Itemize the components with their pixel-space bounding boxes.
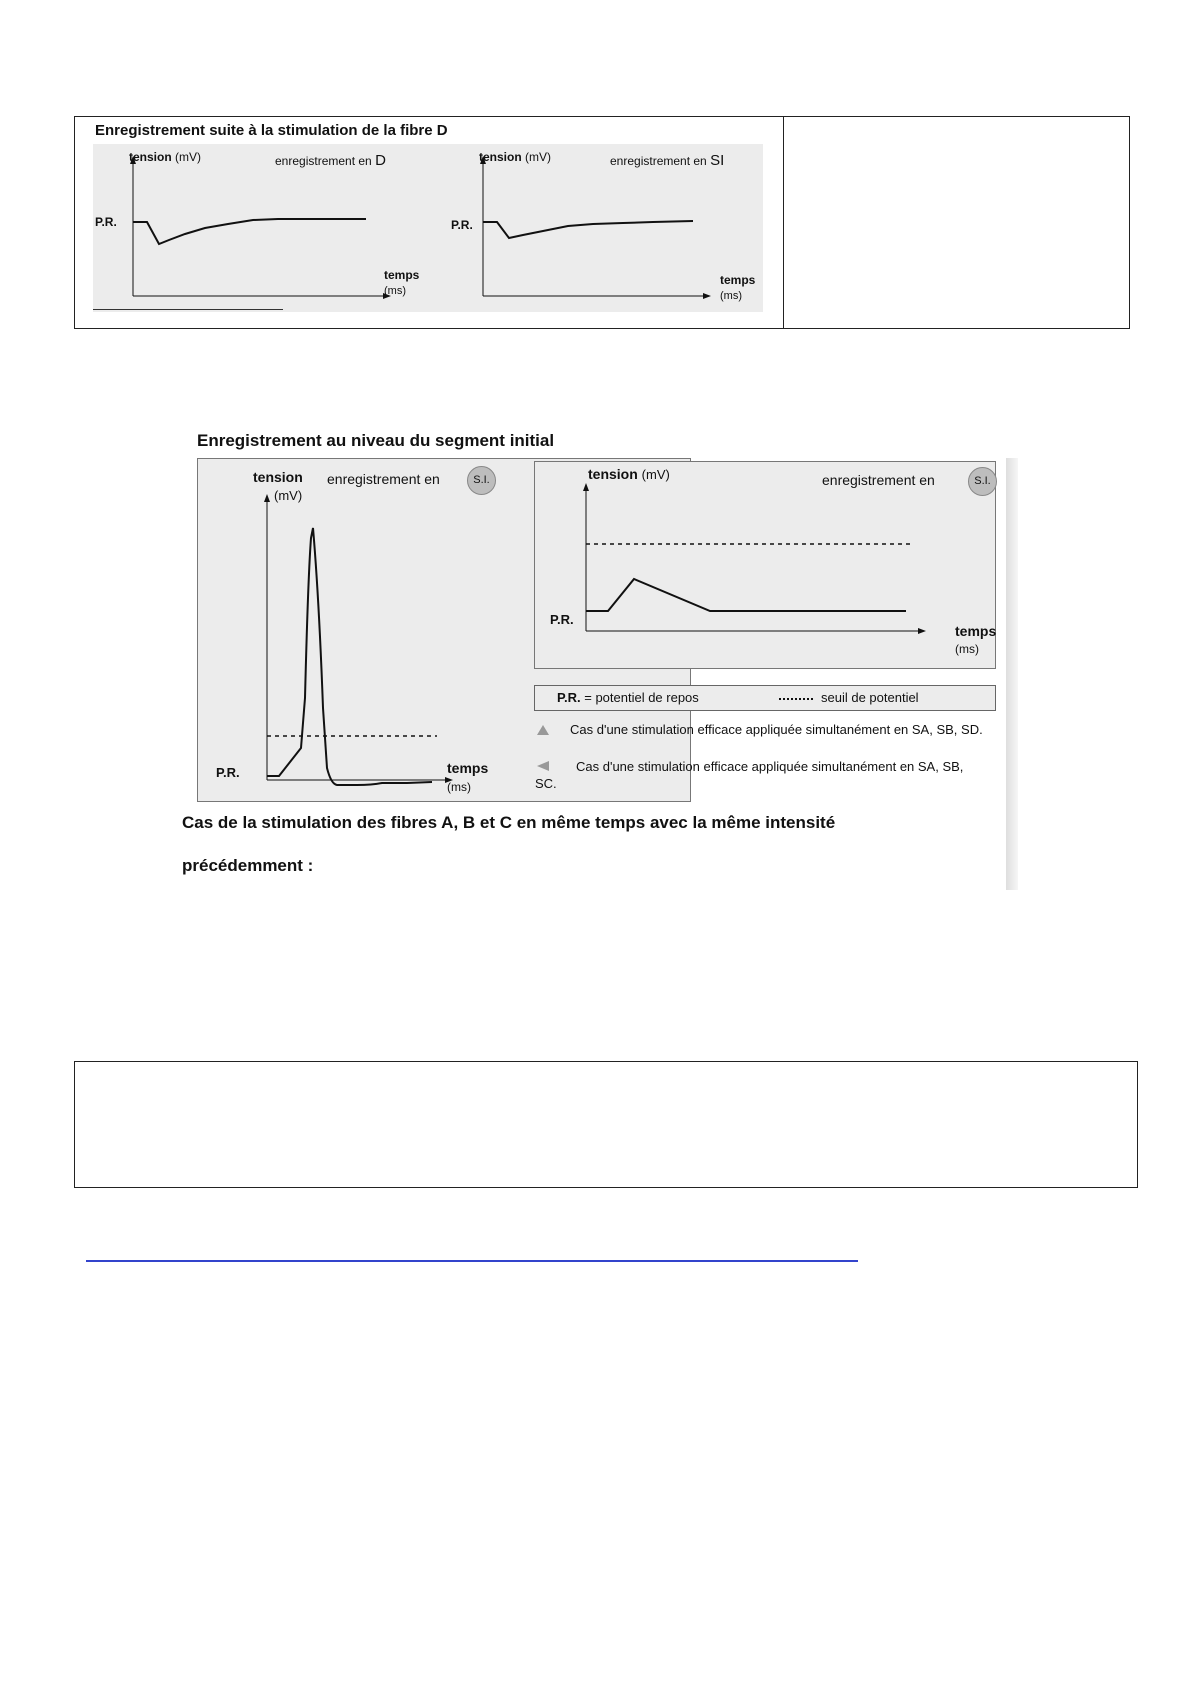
ylabel-unit: (mV) [175, 150, 202, 164]
ylabel-tension: tension [253, 469, 303, 485]
record-label-text: enregistrement en [275, 154, 372, 168]
table-divider [783, 117, 784, 328]
curve-attenuated-hyperpolarization [483, 221, 693, 238]
xunit-ms: (ms) [384, 285, 406, 297]
legend-pr-text: = potentiel de repos [584, 690, 699, 705]
xlabel-temps: temps [447, 760, 489, 776]
chart-si-subthreshold [534, 461, 996, 669]
xunit-ms: (ms) [447, 780, 471, 794]
ylabel-bold: tension [129, 150, 172, 164]
record-site-badge [467, 466, 496, 495]
xunit-ms: (ms) [720, 290, 742, 302]
underline-rule [86, 1260, 858, 1262]
record-label-text: enregistrement en [610, 154, 707, 168]
case1-text: Cas d'une stimulation efficace appliquée simultanément en SA, SB, SD. [570, 722, 983, 737]
record-site-badge [968, 467, 997, 496]
scan-edge-shadow [1006, 458, 1018, 890]
ylabel-tension [129, 150, 201, 164]
ylabel-unit: (mV) [641, 467, 670, 482]
record-site: SI [710, 152, 725, 169]
record-label: enregistrement en [822, 472, 935, 488]
y-axis-arrow [264, 494, 270, 502]
answer-box[interactable] [74, 1061, 1138, 1188]
record-label [610, 152, 724, 169]
ylabel-unit: (mV) [274, 488, 303, 503]
caption-line1: Cas de la stimulation des fibres A, B et C en même temps avec la même intensité [182, 813, 836, 832]
ylabel-unit: (mV) [525, 150, 552, 164]
triangle-left-icon [536, 760, 550, 772]
case2-text-line1: Cas d'une stimulation efficace appliquée simultanément en SA, SB, [576, 759, 964, 774]
y-axis-arrow [583, 483, 589, 491]
xunit-ms: (ms) [955, 642, 979, 656]
curve-epsp [586, 579, 906, 611]
ylabel-bold: tension [479, 150, 522, 164]
chart-fibre-d-recording-d [93, 144, 413, 312]
legend-pr-abbrev: P.R. [557, 690, 581, 705]
pr-label: P.R. [216, 765, 240, 780]
ylabel-bold: tension [588, 466, 638, 482]
pr-label: P.R. [451, 218, 473, 232]
section2-title: Enregistrement au niveau du segment initial [197, 431, 555, 450]
section1-figure [93, 122, 763, 312]
ylabel-tension [588, 466, 670, 482]
record-site: D [375, 152, 386, 169]
legend-threshold: seuil de potentiel [821, 690, 919, 705]
caption-line2: précédemment : [182, 856, 314, 875]
triangle-up-icon [536, 724, 550, 736]
legend-resting-potential [557, 690, 699, 705]
xlabel-temps: temps [720, 273, 756, 287]
x-axis-arrow [703, 293, 711, 299]
chart-fibre-d-recording-si [443, 144, 763, 312]
curve-hyperpolarization [133, 219, 366, 244]
panel-bottom-rule [93, 309, 283, 310]
x-axis-arrow [918, 628, 926, 634]
curve-action-potential [267, 528, 432, 785]
legend-dash-sample [779, 698, 813, 700]
record-label-text: enregistrement en [327, 471, 440, 487]
section2-figure [180, 428, 1026, 890]
xlabel-temps: temps [955, 623, 997, 639]
legend-box [534, 685, 996, 711]
record-site: S.I. [473, 474, 490, 486]
pr-label: P.R. [550, 612, 574, 627]
record-label [327, 471, 440, 487]
case2-text-line2: SC. [535, 776, 557, 791]
pr-label: P.R. [95, 215, 117, 229]
section1-title: Enregistrement suite à la stimulation de la fibre D [95, 122, 448, 139]
xlabel-temps: temps [384, 268, 420, 282]
record-site: S.I. [974, 475, 991, 487]
ylabel-tension [479, 150, 551, 164]
record-label [275, 152, 386, 169]
